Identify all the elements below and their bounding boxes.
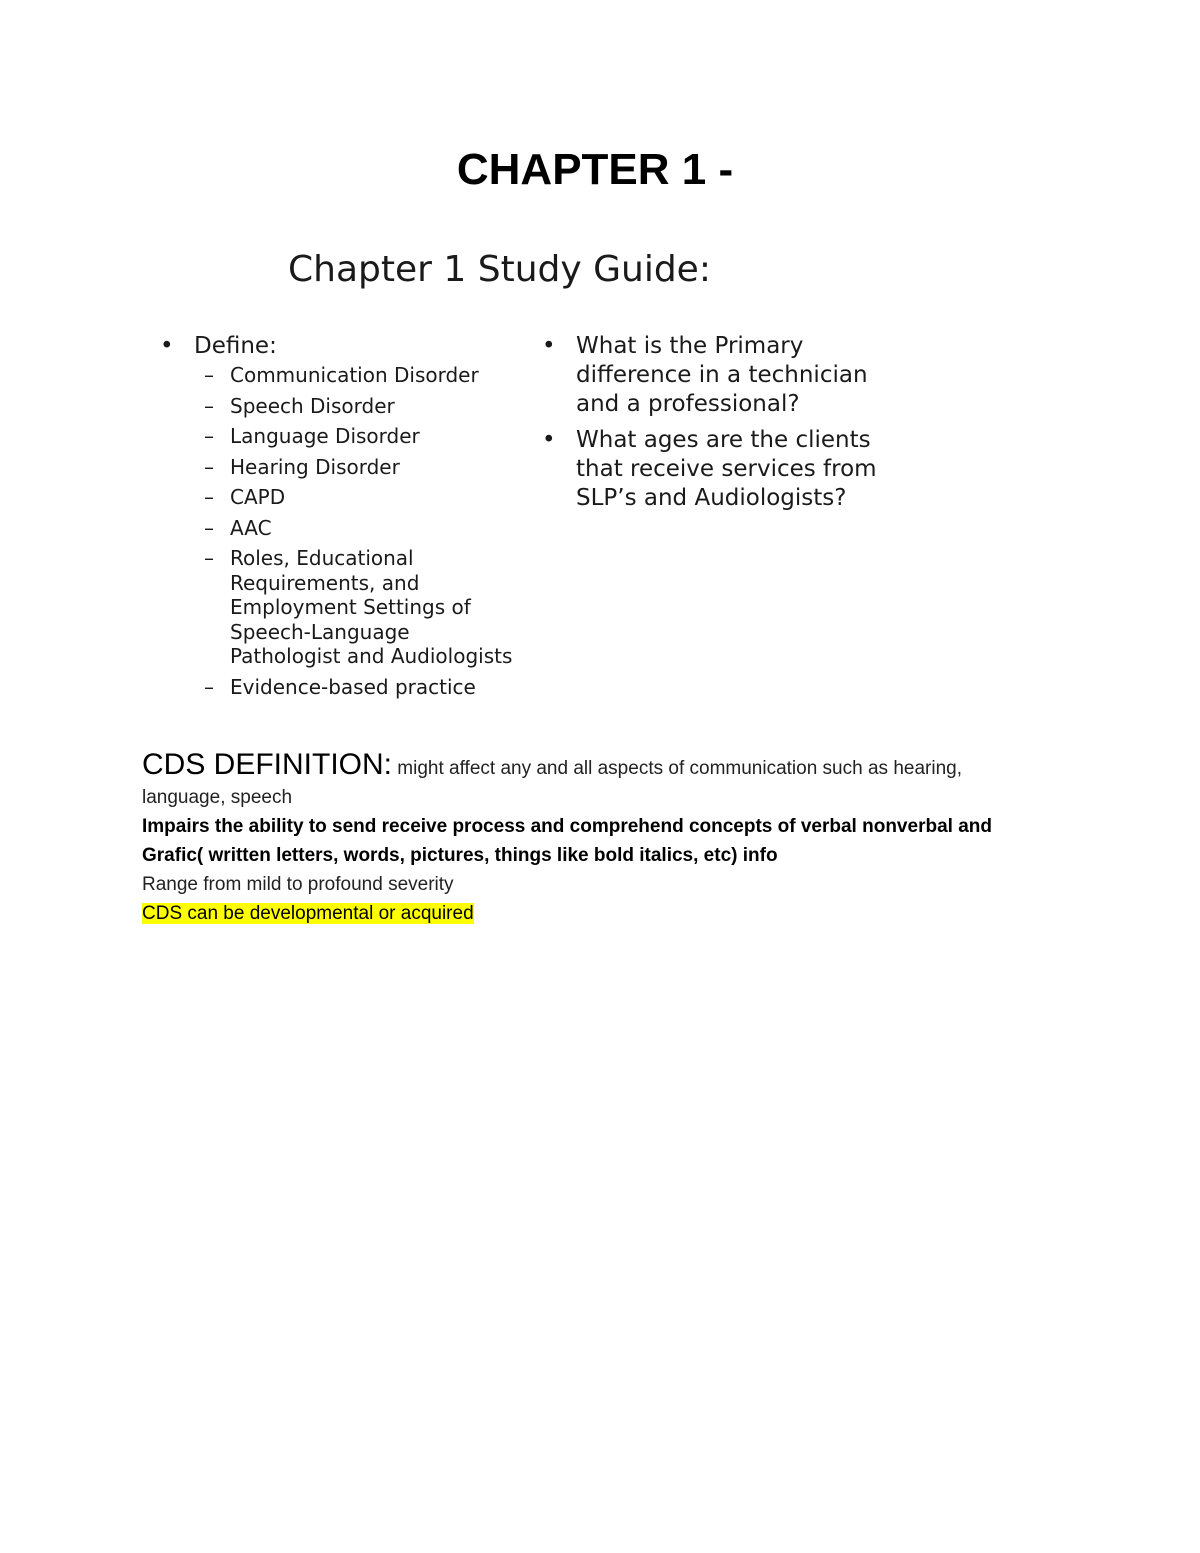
slide-title: Chapter 1 Study Guide: xyxy=(288,249,711,290)
question-bullet xyxy=(540,332,900,419)
slide-right-column xyxy=(540,332,900,513)
dash-icon: – xyxy=(204,546,214,570)
highlighted-text: CDS can be developmental or acquired xyxy=(142,903,474,924)
define-item-text: Communication Disorder xyxy=(230,363,479,387)
define-item xyxy=(194,455,518,480)
study-guide-slide-image xyxy=(150,240,930,740)
define-item xyxy=(194,485,518,510)
question-text: What ages are the clients that receive services from SLP’s and Audiologists? xyxy=(576,427,877,511)
dash-icon: – xyxy=(204,363,214,387)
impairs-paragraph: Impairs the ability to send receive process and comprehend concepts of verbal nonverbal and Grafic( written letters, words, pictures, things like bold italics, etc) info xyxy=(142,816,992,866)
definition-label: CDS DEFINITION: xyxy=(142,748,393,781)
define-item-text: AAC xyxy=(230,515,272,540)
bullet-icon: • xyxy=(542,333,556,359)
define-item xyxy=(194,363,518,388)
define-item-text: Language Disorder xyxy=(230,424,420,448)
highlighted-paragraph xyxy=(142,899,1042,928)
dash-icon: – xyxy=(204,485,214,509)
chapter-heading: CHAPTER 1 - xyxy=(456,145,734,194)
define-item xyxy=(194,424,518,449)
question-bullet xyxy=(540,426,900,513)
dash-icon: – xyxy=(204,674,214,699)
define-item xyxy=(194,394,518,419)
definition-text: might affect any and all aspects of communication such as hearing, language, speech xyxy=(142,758,962,808)
define-label: Define: xyxy=(194,333,277,359)
slide-left-column xyxy=(158,332,518,705)
define-bullet xyxy=(158,332,518,361)
notes-section xyxy=(142,750,1042,928)
bullet-icon: • xyxy=(542,427,556,453)
dash-icon: – xyxy=(204,424,214,448)
range-paragraph: Range from mild to profound severity xyxy=(142,874,454,895)
define-item-text: Speech Disorder xyxy=(230,393,395,418)
define-item xyxy=(194,516,518,541)
dash-icon: – xyxy=(204,515,214,540)
define-item-text: CAPD xyxy=(230,485,286,509)
define-item-text: Roles, Educational Requirements, and Employment Settings of Speech-Language Pathologist and Audiologists xyxy=(230,546,513,668)
define-item-text: Evidence-based practice xyxy=(230,674,476,699)
bullet-icon: • xyxy=(160,333,174,359)
define-item xyxy=(194,546,518,669)
dash-icon: – xyxy=(204,393,214,418)
define-item-text: Hearing Disorder xyxy=(230,454,400,479)
dash-icon: – xyxy=(204,454,214,479)
question-text: What is the Primary difference in a technician and a professional? xyxy=(576,333,868,417)
define-item xyxy=(194,675,518,700)
define-sub-list xyxy=(158,363,518,699)
definition-paragraph xyxy=(142,750,1042,812)
